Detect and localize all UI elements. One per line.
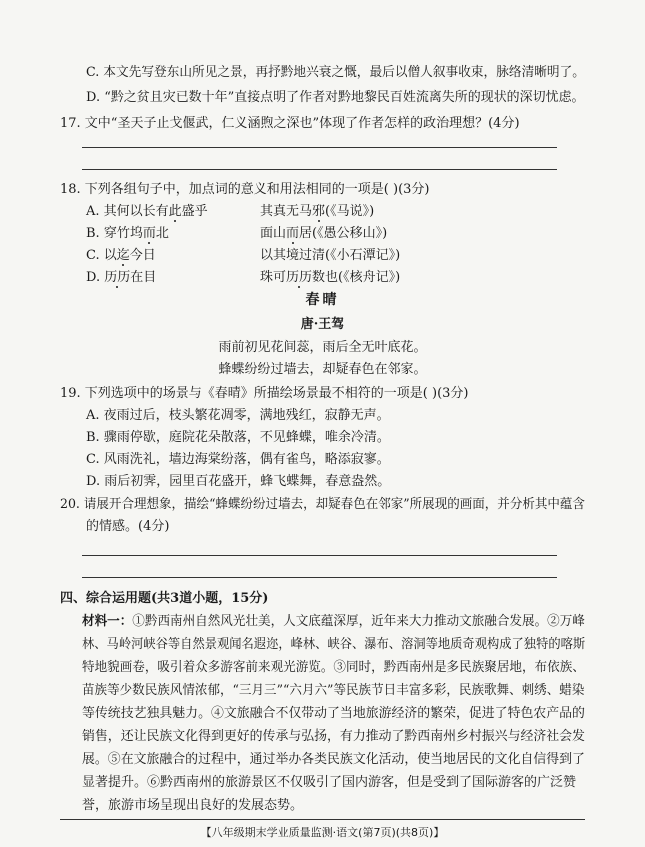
q16-option-c: C. 本文先写登东山所见之景，再抒黔地兴衰之慨，最后以僧人叙事收束，脉络清晰明了。	[86, 65, 585, 80]
answer-line[interactable]	[82, 555, 557, 556]
q18-row-a-left: A. 其何以长有此盛乎	[86, 204, 208, 219]
answer-line[interactable]	[82, 577, 557, 578]
section-4-heading: 四、综合运用题(共3道小题，15分)	[60, 591, 269, 606]
q19-option-d: D. 雨后初霁，园里百花盛开，蜂飞蝶舞，春意盎然。	[86, 474, 391, 489]
q16-option-d: D. “黔之贫且灾已数十年”直接点明了作者对黔地黎民百姓流离失所的现状的深切忧虑。	[86, 90, 585, 105]
q19-option-c: C. 风雨洗礼，墙边海棠纷落，偶有雀鸟，略添寂寥。	[86, 452, 390, 467]
footer-divider	[60, 819, 585, 820]
q18-stem: 18. 下列各组句子中，加点词的意义和用法相同的一项是( )(3分)	[60, 182, 430, 197]
q17-stem: 17. 文中“圣天子止戈偃武，仁义涵煦之深也”体现了作者怎样的政治理想？(4分)	[60, 116, 520, 131]
q19-option-a: A. 夜雨过后，枝头繁花凋零，满地残红，寂静无声。	[86, 408, 390, 423]
answer-line[interactable]	[82, 147, 557, 148]
q18-row-b-right: 面山而居(《愚公移山》)	[260, 226, 388, 241]
material-1-line: 林、马岭河峡谷等自然景观闻名遐迩，峰林、峡谷、瀑布、溶洞等地质奇观构成了独特的喀斯	[82, 637, 586, 652]
material-1-line: 誉，旅游市场呈现出良好的发展态势。	[82, 798, 304, 813]
poem-line-2: 蜂蝶纷纷过墙去，却疑春色在邻家。	[218, 362, 427, 377]
material-1-line: 等传统技艺独具魅力。④文旅融合不仅带动了当地旅游经济的繁荣，促进了特色农产品的	[82, 706, 585, 721]
q20-stem-line2: 的情感。(4分)	[86, 519, 170, 534]
material-label: 材料一：	[82, 614, 133, 629]
q18-row-a-right: 其真无马邪(《马说》)	[260, 204, 375, 219]
poem-title: 春晴	[305, 292, 340, 308]
q19-stem: 19. 下列选项中的场景与《春晴》所描绘场景最不相符的一项是( )(3分)	[60, 386, 469, 401]
q18-row-d-left: D. 历历在目	[86, 270, 157, 285]
material-1-line: 展。⑤在文旅融合的过程中，通过举办各类民族文化活动，使当地居民的文化自信得到了	[82, 752, 585, 767]
q18-row-c-left: C. 以迄今日	[86, 248, 156, 263]
q18-row-d-right: 珠可历历数也(《核舟记》)	[260, 270, 401, 285]
material-1-line: 特地貌画卷，吸引着众多游客前来观光游览。③同时，黔西南州是多民族聚居地，布依族、	[82, 660, 585, 675]
material-1-line: 销售，还让民族文化得到更好的传承与弘扬，有力推动了黔西南州乡村振兴与经济社会发	[82, 729, 585, 744]
q18-row-c-right: 以其境过清(《小石潭记》)	[260, 248, 401, 263]
answer-line[interactable]	[82, 169, 557, 170]
page-footer: 【八年级期末学业质量监测·语文(第7页)(共8页)】	[200, 826, 445, 839]
material-1-line: 显著提升。⑥黔西南州的旅游景区不仅吸引了国内游客，但是受到了国际游客的广泛赞	[82, 775, 577, 790]
material-1-line: 材料一：①黔西南州自然风光壮美，人文底蕴深厚，近年来大力推动文旅融合发展。②万峰	[82, 614, 585, 629]
poem-author: 唐·王驾	[300, 317, 345, 332]
q19-option-b: B. 骤雨停歇，庭院花朵散落，不见蜂蝶，唯余冷清。	[86, 430, 390, 445]
q20-stem-line1: 20. 请展开合理想象，描绘“蜂蝶纷纷过墙去，却疑春色在邻家”所展现的画面，并分析其中蕴含	[60, 497, 585, 512]
material-1-line: 苗族等少数民族风情浓郁，“三月三”“六月六”等民族节日丰富多彩，民族歌舞、刺绣、蜡染	[82, 683, 585, 698]
q18-row-b-left: B. 穿竹坞而北	[86, 226, 169, 241]
poem-line-1: 雨前初见花间蕊，雨后全无叶底花。	[218, 340, 427, 355]
